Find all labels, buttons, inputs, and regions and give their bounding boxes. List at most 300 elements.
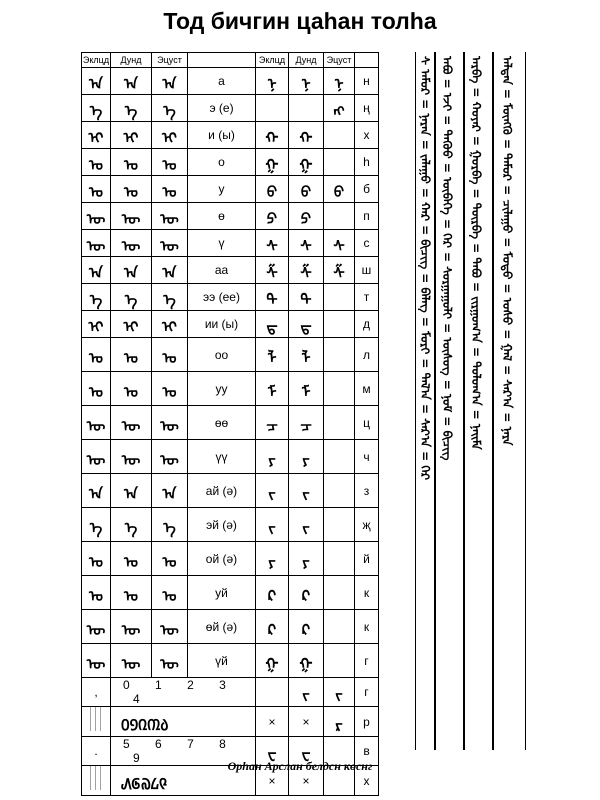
script-glyph-cell: [289, 576, 324, 610]
script-glyph-cell: [324, 576, 355, 610]
script-glyph-cell: [111, 230, 152, 257]
script-glyph: ᠡ: [89, 291, 103, 309]
script-glyph: ᠴ: [300, 416, 312, 435]
script-glyph-cell: [324, 610, 355, 644]
script-glyph-cell: [324, 284, 355, 311]
cons-cell: х: [355, 766, 379, 796]
script-glyph-cell: [289, 338, 324, 372]
script-glyph-cell: [256, 508, 289, 542]
script-glyph: ᠡ: [89, 518, 103, 537]
script-glyph-cell: [289, 440, 324, 474]
script-glyph-cell: [111, 338, 152, 372]
cell: ᠸ: [256, 737, 289, 766]
script-glyph-cell: [289, 406, 324, 440]
script-glyph-cell: [256, 203, 289, 230]
script-glyph: ᠢ: [88, 318, 104, 336]
table-row: [82, 203, 379, 230]
script-glyph: ᠬ: [299, 129, 313, 147]
script-glyph: ᠥ: [160, 416, 179, 435]
script-glyph: ᠰ: [333, 237, 345, 255]
credit-line: Орһан Арслан белдсн көснг: [227, 759, 373, 773]
script-glyph-cell: [324, 542, 355, 576]
col-header-initial-right: Эклцд: [256, 53, 289, 68]
table-row: [82, 508, 379, 542]
cons-cell: р: [355, 707, 379, 737]
table-body: [82, 68, 379, 678]
vowel-label: оо: [188, 338, 256, 372]
script-glyph-cell: [152, 542, 188, 576]
vowel-label: үү: [188, 440, 256, 474]
script-glyph-cell: [152, 68, 188, 95]
script-glyph: ᠥ: [160, 210, 179, 228]
script-glyph-cell: [256, 440, 289, 474]
script-glyph: ᠥ: [121, 210, 141, 228]
num-punct-cell: ,: [82, 678, 111, 707]
consonant-label: г: [355, 644, 379, 678]
script-glyph-cell: [289, 257, 324, 284]
digit-7: 7: [187, 737, 194, 751]
script-glyph-cell: [82, 542, 111, 576]
script-glyph: ᠡ: [163, 291, 176, 309]
consonant-label: б: [355, 176, 379, 203]
digit-0: 0: [123, 678, 130, 692]
script-glyph-cell: [256, 338, 289, 372]
script-glyph-cell: [256, 542, 289, 576]
table-row: [82, 284, 379, 311]
script-glyph-cell: [256, 176, 289, 203]
script-glyph: ᠥ: [121, 416, 141, 435]
digit-8: 8: [219, 737, 226, 751]
script-glyph: ᠠ: [124, 75, 138, 93]
script-glyph: ᠤ: [89, 586, 103, 605]
script-glyph-cell: [82, 68, 111, 95]
digit-glyphs-cell: ᠕᠖᠗᠘᠙: [111, 766, 256, 796]
script-glyph-cell: [111, 372, 152, 406]
script-glyph: ᠠ: [89, 264, 103, 282]
script-glyph: ᠤ: [89, 183, 103, 201]
script-glyph-cell: [152, 338, 188, 372]
script-glyph: ᠡ: [163, 518, 176, 537]
digits-glyph-row-1: [82, 707, 379, 737]
table-row: [82, 542, 379, 576]
script-glyph: ᠭ: [265, 654, 279, 673]
script-glyph: ᠥ: [121, 620, 141, 639]
table-row: [82, 122, 379, 149]
script-glyph: ᠤ: [124, 586, 138, 605]
vowel-label: уй: [188, 576, 256, 610]
vowel-label: үй: [188, 644, 256, 678]
script-glyph-cell: [111, 542, 152, 576]
table-row: [82, 372, 379, 406]
cell: ᠵ: [289, 678, 324, 707]
consonant-label: җ: [355, 508, 379, 542]
script-glyph: ᠯ: [301, 348, 311, 367]
cell: [256, 678, 289, 707]
script-glyph-cell: [82, 203, 111, 230]
vowel-label: а: [188, 68, 256, 95]
vowel-label: ө: [188, 203, 256, 230]
cons-cell: в: [355, 737, 379, 766]
script-glyph-cell: [289, 122, 324, 149]
script-glyph-cell: [324, 203, 355, 230]
script-glyph: ᠨ: [267, 75, 277, 93]
script-glyph: ᠲ: [266, 291, 278, 309]
script-glyph: ᠣ: [89, 156, 103, 174]
script-glyph-cell: [324, 372, 355, 406]
vowel-label: уу: [188, 372, 256, 406]
script-glyph-cell: [289, 149, 324, 176]
digit-6: 6: [155, 737, 162, 751]
script-glyph: ᠶ: [302, 552, 310, 571]
script-glyph-cell: [111, 203, 152, 230]
table-row: [82, 576, 379, 610]
script-glyph-cell: [111, 95, 152, 122]
vowel-label: о: [188, 149, 256, 176]
script-glyph: ᠠ: [162, 484, 177, 503]
script-glyph-cell: [256, 610, 289, 644]
script-glyph: ᠠ: [162, 75, 177, 93]
example-words-1: ᠰ ᠠᠮᠤᠷ = ᠨᠠᠷᠠᠨ = ᠵᠠᠯᠠᠭᠤ = ᠬᠠᠷ = ᠪᠢᠴᠢᠭ = ᠪᠡᠯᠡᠭ = ᠮᠣᠷᠢ = ᠲᠠᠯ᠎ᠠ = ᠰᠠᠷ᠎ᠠ = ᠭᠡᠷ: [418, 56, 432, 480]
vowel-label: ээ (ее): [188, 284, 256, 311]
script-glyph-cell: [82, 440, 111, 474]
table-row: [82, 406, 379, 440]
script-glyph: ᠥ: [160, 620, 179, 639]
script-glyph-cell: [152, 474, 188, 508]
script-glyph-cell: [111, 610, 152, 644]
cell: ×: [256, 707, 289, 737]
script-glyph: ᠠ: [124, 264, 138, 282]
script-glyph: ᠭ: [265, 156, 279, 174]
script-glyph-cell: [324, 230, 355, 257]
script-glyph-cell: [324, 338, 355, 372]
script-glyph-cell: [289, 203, 324, 230]
script-glyph: ᠤ: [162, 382, 177, 401]
script-glyph-cell: [82, 176, 111, 203]
script-glyph: ᠥ: [86, 620, 106, 639]
cell: ×: [289, 766, 324, 796]
script-glyph-cell: [324, 311, 355, 338]
vowel-label: ой (ә): [188, 542, 256, 576]
cell: ᠷ: [324, 707, 355, 737]
script-glyph-cell: [256, 311, 289, 338]
script-glyph-cell: [324, 257, 355, 284]
script-glyph: ᠺ: [301, 586, 311, 605]
num-punct-cell: .: [82, 737, 111, 766]
script-glyph: ᠫ: [266, 210, 278, 228]
script-glyph-cell: [82, 338, 111, 372]
script-glyph-cell: [324, 474, 355, 508]
col-header-blank-right: [355, 53, 379, 68]
script-glyph-cell: [111, 644, 152, 678]
script-glyph: ᠠ: [89, 484, 103, 503]
script-glyph: ᠢ: [162, 318, 177, 336]
consonant-label: х: [355, 122, 379, 149]
script-glyph: ᠪ: [266, 183, 278, 201]
script-glyph: ᠢ: [162, 129, 177, 147]
script-glyph-cell: [324, 95, 355, 122]
script-glyph: ᠡ: [124, 291, 138, 309]
script-glyph-cell: [152, 257, 188, 284]
vowel-label: өй (ә): [188, 610, 256, 644]
digit-5: 5: [123, 737, 130, 751]
script-glyph: ᠫ: [300, 210, 312, 228]
script-glyph-cell: [289, 610, 324, 644]
script-glyph-cell: [82, 508, 111, 542]
vowel-label: эй (ә): [188, 508, 256, 542]
script-glyph: ᠺ: [267, 620, 277, 639]
script-glyph: ᠦ: [121, 654, 141, 673]
col-header-final: Эцуст: [152, 53, 188, 68]
script-glyph: ᠭ: [299, 156, 313, 174]
script-glyph-cell: [256, 406, 289, 440]
script-glyph: ᠦ: [86, 237, 106, 255]
alphabet-table: [81, 52, 379, 796]
script-glyph-cell: [152, 440, 188, 474]
table-header-row: [82, 53, 379, 68]
script-glyph-cell: [324, 508, 355, 542]
script-glyph-cell: [82, 474, 111, 508]
table-row: [82, 610, 379, 644]
script-glyph-cell: [111, 311, 152, 338]
table-row: [82, 644, 379, 678]
script-glyph-cell: [256, 644, 289, 678]
script-glyph: ᠣ: [89, 348, 103, 367]
script-glyph: ᠶ: [268, 552, 276, 571]
script-glyph-cell: [82, 230, 111, 257]
script-glyph-cell: [152, 176, 188, 203]
digits-top-cell: [111, 678, 256, 707]
script-glyph-cell: [82, 406, 111, 440]
script-glyph-cell: [82, 284, 111, 311]
script-glyph-cell: [152, 230, 188, 257]
table-row: [82, 95, 379, 122]
script-glyph: ᠣ: [162, 552, 177, 571]
cell: ×: [256, 766, 289, 796]
script-glyph: ᠯ: [267, 348, 277, 367]
consonant-label: й: [355, 542, 379, 576]
script-glyph-cell: [289, 284, 324, 311]
script-glyph: ᠰ: [300, 237, 312, 255]
vowel-label: аа: [188, 257, 256, 284]
script-glyph-cell: [111, 149, 152, 176]
script-glyph-cell: [82, 610, 111, 644]
cell: ᠸ: [289, 737, 324, 766]
script-glyph-cell: [82, 644, 111, 678]
col-header-medial: Дунд: [111, 53, 152, 68]
table-row: [82, 440, 379, 474]
script-glyph-cell: [289, 508, 324, 542]
script-glyph-cell: [111, 508, 152, 542]
script-glyph-cell: [289, 95, 324, 122]
script-glyph: ᠡ: [89, 102, 103, 120]
script-glyph-cell: [152, 372, 188, 406]
script-glyph: ᠵ: [268, 518, 276, 537]
script-glyph: ᠣ: [162, 156, 177, 174]
script-glyph: ᠦ: [160, 450, 179, 469]
table-row: [82, 338, 379, 372]
script-glyph: ᠦ: [86, 450, 106, 469]
script-glyph-cell: [152, 284, 188, 311]
digit-1: 1: [155, 678, 162, 692]
script-glyph-cell: [256, 149, 289, 176]
script-glyph-cell: [324, 149, 355, 176]
vowel-label: у: [188, 176, 256, 203]
script-glyph: ᠦ: [160, 237, 179, 255]
consonant-label: ц: [355, 406, 379, 440]
script-glyph-cell: [324, 440, 355, 474]
script-glyph: ᠱ: [300, 264, 312, 282]
script-glyph-cell: [152, 95, 188, 122]
script-glyph: ᠣ: [162, 348, 177, 367]
script-glyph: ᠳ: [266, 318, 278, 336]
script-glyph-cell: [82, 149, 111, 176]
script-glyph: ᠭ: [299, 654, 313, 673]
script-glyph-cell: [324, 176, 355, 203]
script-glyph-cell: [82, 95, 111, 122]
script-glyph-cell: [324, 406, 355, 440]
example-words-4: ᠠᠯᠲᠠᠨ = ᠮᠥᠩᠭᠦ = ᠲᠡᠮᠦᠷ = ᠴᠢᠯᠠᠭᠤ = ᠮᠣᠳᠤ = ᠤᠰᠤ = ᠭᠠᠯ = ᠰᠠᠷ᠎ᠠ = ᠨᠠᠷᠠ: [500, 56, 514, 446]
script-glyph: ᠣ: [89, 552, 103, 571]
script-glyph: ᠲ: [300, 291, 312, 309]
consonant-label: с: [355, 230, 379, 257]
script-glyph: ᠱ: [333, 264, 345, 282]
script-glyph-cell: [289, 644, 324, 678]
script-glyph-cell: [256, 122, 289, 149]
table-row: [82, 257, 379, 284]
digit-3: 3: [219, 678, 226, 692]
script-glyph-cell: [289, 230, 324, 257]
script-glyph-cell: [256, 230, 289, 257]
script-glyph-cell: [152, 644, 188, 678]
script-glyph-cell: [152, 508, 188, 542]
script-glyph-cell: [289, 176, 324, 203]
vowel-label: ай (ә): [188, 474, 256, 508]
script-glyph-cell: [82, 311, 111, 338]
example-words-2: ᠠᠪᠤ = ᠡᠵᠢ = ᠳᠡᠭᠦᠦ = ᠥᠪᠡᠭᠡ = ᠭᠡᠷ = ᠰᠤᠷᠭᠠᠭᠤᠯᠢ = ᠦᠰᠦᠭ = ᠨᠣᠮ = ᠪᠢᠴᠢᠭ: [440, 56, 454, 461]
script-glyph-cell: [111, 68, 152, 95]
consonant-label: к: [355, 576, 379, 610]
digit-4: 4: [133, 692, 140, 706]
digits-top-row: [82, 678, 379, 707]
script-glyph: ᠵ: [268, 484, 276, 503]
script-glyph: ᠣ: [124, 348, 138, 367]
script-glyph: ᠦ: [121, 450, 141, 469]
script-glyph: ᠦ: [86, 654, 106, 673]
consonant-label: м: [355, 372, 379, 406]
script-glyph-cell: [82, 372, 111, 406]
script-glyph: ᠶ: [268, 450, 276, 469]
script-glyph-cell: [111, 576, 152, 610]
script-glyph: ᠡ: [124, 518, 138, 537]
consonant-label: һ: [355, 149, 379, 176]
consonant-label: д: [355, 311, 379, 338]
cons-cell: г: [355, 678, 379, 707]
col-header-blank: [188, 53, 256, 68]
script-glyph-cell: [152, 311, 188, 338]
script-glyph-cell: [256, 576, 289, 610]
script-glyph-cell: [111, 176, 152, 203]
table-row: [82, 311, 379, 338]
consonant-label: т: [355, 284, 379, 311]
script-glyph-cell: [111, 122, 152, 149]
script-glyph-cell: [256, 68, 289, 95]
consonant-label: ч: [355, 440, 379, 474]
script-glyph: ᠡ: [124, 102, 138, 120]
script-glyph: ᠤ: [124, 183, 138, 201]
vowel-label: ии (ы): [188, 311, 256, 338]
script-glyph: ᠱ: [266, 264, 278, 282]
script-glyph: ᠺ: [301, 620, 311, 639]
table-row: [82, 149, 379, 176]
script-glyph: ᠤ: [162, 586, 177, 605]
script-glyph-cell: [256, 95, 289, 122]
script-glyph: ᠵ: [302, 518, 310, 537]
script-glyph: ᠣ: [124, 552, 138, 571]
example-words-3: ᠠᠷᠪᠠ = ᠬᠣᠶᠠᠷ = ᠭᠤᠷᠪᠠ = ᠳᠥᠷᠪᠡ = ᠲᠠᠪᠤ = ᠵᠢᠷᠭᠤᠭ᠎ᠠ = ᠳᠣᠯᠣᠭ᠎ᠠ = ᠨᠠᠢᠮᠠ: [469, 56, 483, 450]
script-glyph: ᠡ: [163, 102, 176, 120]
table-row: [82, 68, 379, 95]
col-header-medial-right: Дунд: [289, 53, 324, 68]
script-glyph-cell: [152, 149, 188, 176]
script-glyph: ᠪ: [300, 183, 312, 201]
script-glyph: ᠦ: [160, 654, 179, 673]
script-glyph-cell: [289, 542, 324, 576]
script-glyph: ᠠ: [89, 75, 103, 93]
script-glyph-cell: [256, 284, 289, 311]
script-glyph: ᠨ: [334, 75, 344, 93]
script-glyph-cell: [324, 68, 355, 95]
script-glyph-cell: [82, 257, 111, 284]
consonant-label: л: [355, 338, 379, 372]
col-header-initial: Эклцд: [82, 53, 111, 68]
table-row: [82, 176, 379, 203]
consonant-label: ш: [355, 257, 379, 284]
script-glyph: ᠤ: [124, 382, 138, 401]
script-glyph-cell: [111, 440, 152, 474]
script-glyph: ᠢ: [88, 129, 104, 147]
script-glyph: ᠤ: [89, 382, 103, 401]
vowel-label: и (ы): [188, 122, 256, 149]
cell: [82, 707, 111, 737]
script-glyph-cell: [256, 474, 289, 508]
script-glyph: ᠮ: [267, 382, 277, 401]
script-glyph: ᠺ: [267, 586, 277, 605]
script-glyph-cell: [152, 406, 188, 440]
script-glyph: ᠪ: [333, 183, 345, 201]
script-glyph-cell: [152, 203, 188, 230]
script-glyph: ᠠ: [124, 484, 138, 503]
script-glyph: ᠰ: [266, 237, 278, 255]
script-glyph-cell: [324, 644, 355, 678]
vowel-label: э (е): [188, 95, 256, 122]
script-glyph-cell: [111, 257, 152, 284]
script-glyph: ᠨ: [301, 75, 311, 93]
script-glyph: ᠦ: [121, 237, 141, 255]
cell: ×: [289, 707, 324, 737]
vowel-label: ү: [188, 230, 256, 257]
cell: ᠵ: [324, 678, 355, 707]
consonant-label: п: [355, 203, 379, 230]
script-glyph-cell: [324, 122, 355, 149]
script-glyph-cell: [289, 68, 324, 95]
digit-9: 9: [133, 751, 140, 765]
script-glyph-cell: [82, 576, 111, 610]
script-glyph: ᠥ: [86, 416, 106, 435]
script-glyph-cell: [152, 576, 188, 610]
script-glyph: ᠴ: [266, 416, 278, 435]
script-glyph-cell: [256, 257, 289, 284]
script-glyph-cell: [111, 406, 152, 440]
